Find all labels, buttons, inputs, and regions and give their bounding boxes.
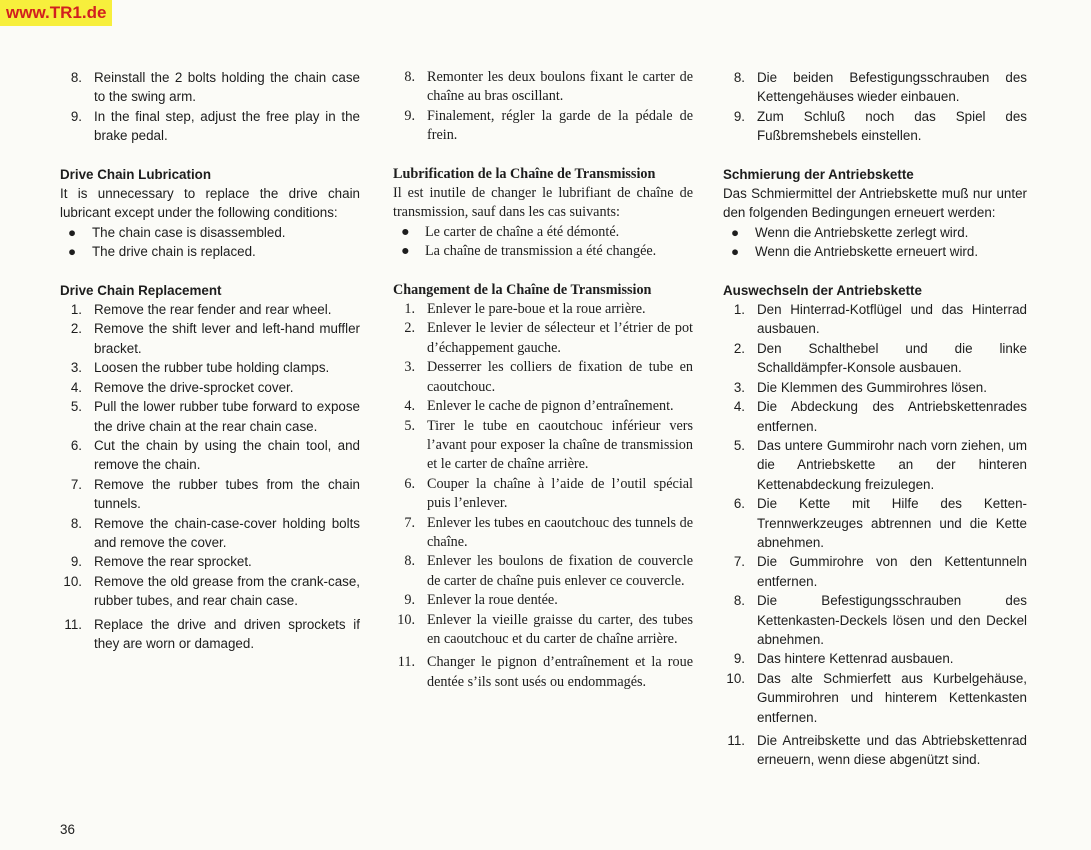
en-lubrication-section bbox=[60, 165, 360, 262]
list-item: 3. Loosen the rubber tube holding clamps. bbox=[70, 360, 330, 376]
list-item: 9. Enlever la roue dentée. bbox=[404, 592, 558, 609]
list-item: 10. Das alte Schmierfett aus Kurbelgehäuse, Gummirohren und hinterem Kettenkasten entfernen. bbox=[726, 670, 1027, 725]
english-column bbox=[60, 68, 360, 653]
section-heading: Lubrification de la Chaîne de Transmission bbox=[393, 165, 656, 182]
list-item: ● Le carter de chaîne a été démonté. bbox=[401, 223, 620, 240]
list-item: 1. Enlever le pare-boue et la roue arrière. bbox=[404, 301, 646, 318]
list-item: 7. Enlever les tubes en caoutchouc des tunnels de chaîne. bbox=[404, 514, 693, 550]
paragraph: It is unnecessary to replace the drive chain lubricant except under the following conditions: bbox=[60, 186, 360, 221]
list-item: 2. Remove the shift lever and left-hand muffler bracket. bbox=[70, 321, 360, 356]
step-list bbox=[60, 300, 360, 653]
paragraph: Il est inutile de changer le lubrifiant de chaîne de transmission, sauf dans les cas suivants: bbox=[393, 185, 693, 221]
list-item: 5. Das untere Gummirohr nach vorn ziehen, um die Antriebskette an der hinteren Kettenabdeckung freizulegen. bbox=[733, 437, 1027, 492]
list-item: ● The chain case is disassembled. bbox=[68, 224, 286, 240]
list-item: 4. Remove the drive-sprocket cover. bbox=[70, 379, 294, 395]
list-item: 8. Die beiden Befestigungsschrauben des Kettengehäuses wieder einbauen. bbox=[733, 70, 1027, 105]
list-item: 8. Remove the chain-case-cover holding bolts and remove the cover. bbox=[70, 515, 360, 550]
list-item: 9. Finalement, régler la garde de la pédale de frein. bbox=[404, 107, 693, 144]
section-heading: Schmierung der Antriebskette bbox=[723, 166, 914, 182]
list-item: 4. Die Abdeckung des Antriebskettenrades entfernen. bbox=[733, 399, 1027, 434]
list-item: ● Wenn die Antriebskette erneuert wird. bbox=[731, 244, 979, 260]
list-item: 7. Die Gummirohre von den Kettentunneln entfernen. bbox=[733, 554, 1027, 589]
section-heading: Changement de la Chaîne de Transmission bbox=[393, 281, 652, 298]
german-column bbox=[723, 68, 1027, 770]
list-item: 1. Remove the rear fender and rear wheel. bbox=[70, 302, 332, 318]
list-item: 11. Changer le pignon d’entraînement et la roue dentée s’ils sont usés ou endommagés. bbox=[397, 654, 693, 690]
list-item: 3. Die Klemmen des Gummirohres lösen. bbox=[733, 379, 987, 395]
list-item: 10. Remove the old grease from the crank-case, rubber tubes, and rear chain case. bbox=[63, 573, 360, 609]
bullet-list bbox=[723, 223, 1027, 262]
step-list bbox=[723, 300, 1027, 770]
section-heading: Drive Chain Replacement bbox=[60, 282, 222, 298]
en-replacement-section bbox=[60, 281, 360, 654]
list-item: ● Wenn die Antriebskette zerlegt wird. bbox=[731, 224, 969, 240]
list-item: 8. Reinstall the 2 bolts holding the chain case to the swing arm. bbox=[70, 70, 360, 105]
list-item: 8. Die Befestigungsschrauben des Kettenkasten-Deckels lösen und den Deckel abnehmen. bbox=[733, 593, 1027, 647]
list-item: 8. Enlever les boulons de fixation de couvercle de carter de chaîne puis enlever ce couvercle. bbox=[404, 553, 693, 589]
de-lubrication-section bbox=[723, 165, 1027, 262]
list-item: 9. Das hintere Kettenrad ausbauen. bbox=[733, 651, 954, 667]
list-item: 6. Couper la chaîne à l’aide de l’outil spécial puis l’enlever. bbox=[404, 475, 693, 512]
section-heading: Auswechseln der Antriebskette bbox=[723, 282, 922, 298]
fr-replacement-section bbox=[393, 281, 693, 693]
list-item: 9. In the final step, adjust the free play in the brake pedal. bbox=[70, 108, 360, 144]
list-item: 1. Den Hinterrad-Kotflügel und das Hinterrad ausbauen. bbox=[733, 302, 1027, 337]
list-item: 11. Replace the drive and driven sprockets if they are worn or damaged. bbox=[64, 616, 360, 651]
site-watermark: www.TR1.de bbox=[0, 0, 112, 26]
french-column bbox=[393, 68, 693, 692]
list-item: 6. Die Kette mit Hilfe des Ketten-Trennwerkzeuges abtrennen und die Kette abnehmen. bbox=[733, 496, 1027, 550]
list-item: ● The drive chain is replaced. bbox=[68, 244, 256, 260]
fr-lubrication-section bbox=[393, 165, 693, 262]
fr-top-steps bbox=[393, 68, 693, 146]
bullet-list bbox=[393, 223, 693, 262]
list-item: 7. Remove the rubber tubes from the chain tunnels. bbox=[70, 476, 360, 512]
list-item: 2. Den Schalthebel und die linke Schalldämpfer-Konsole ausbauen. bbox=[733, 340, 1027, 376]
list-item: 3. Desserrer les colliers de fixation de tube en caoutchouc. bbox=[404, 359, 693, 395]
list-item: 9. Zum Schluß noch das Spiel des Fußbremshebels einstellen. bbox=[733, 108, 1027, 144]
list-item: 8. Remonter les deux boulons fixant le carter de chaîne au bras oscillant. bbox=[404, 69, 693, 105]
list-item: 11. Die Antreibskette und das Abtriebskettenrad erneuern, wenn diese abgenützt sind. bbox=[727, 733, 1027, 768]
list-item: 9. Remove the rear sprocket. bbox=[70, 554, 252, 570]
section-heading: Drive Chain Lubrication bbox=[60, 166, 212, 182]
bullet-list bbox=[60, 223, 360, 262]
de-replacement-section bbox=[723, 281, 1027, 770]
list-item: 10. Enlever la vieille graisse du carter, des tubes en caoutchouc et du carter de chaîne arrière. bbox=[397, 611, 693, 647]
list-item: ● La chaîne de transmission a été changée. bbox=[401, 243, 657, 260]
list-item: 4. Enlever le cache de pignon d’entraînement. bbox=[404, 398, 674, 415]
list-item: 2. Enlever le levier de sélecteur et l’étrier de pot d’échappement gauche. bbox=[404, 320, 693, 356]
step-list bbox=[393, 300, 693, 692]
list-item: 5. Tirer le tube en caoutchouc inférieur vers l’avant pour exposer la chaîne de transmission et le carter de chaîne arrière. bbox=[404, 417, 693, 473]
paragraph: Das Schmiermittel der Antriebskette muß nur unter den folgenden Bedingungen erneuert werden: bbox=[723, 186, 1027, 221]
list-item: 6. Cut the chain by using the chain tool, and remove the chain. bbox=[70, 437, 360, 473]
en-top-steps bbox=[60, 68, 360, 146]
de-top-steps bbox=[723, 68, 1027, 146]
page-number: 36 bbox=[60, 822, 75, 837]
list-item: 5. Pull the lower rubber tube forward to expose the drive chain at the rear chain case. bbox=[70, 399, 360, 434]
